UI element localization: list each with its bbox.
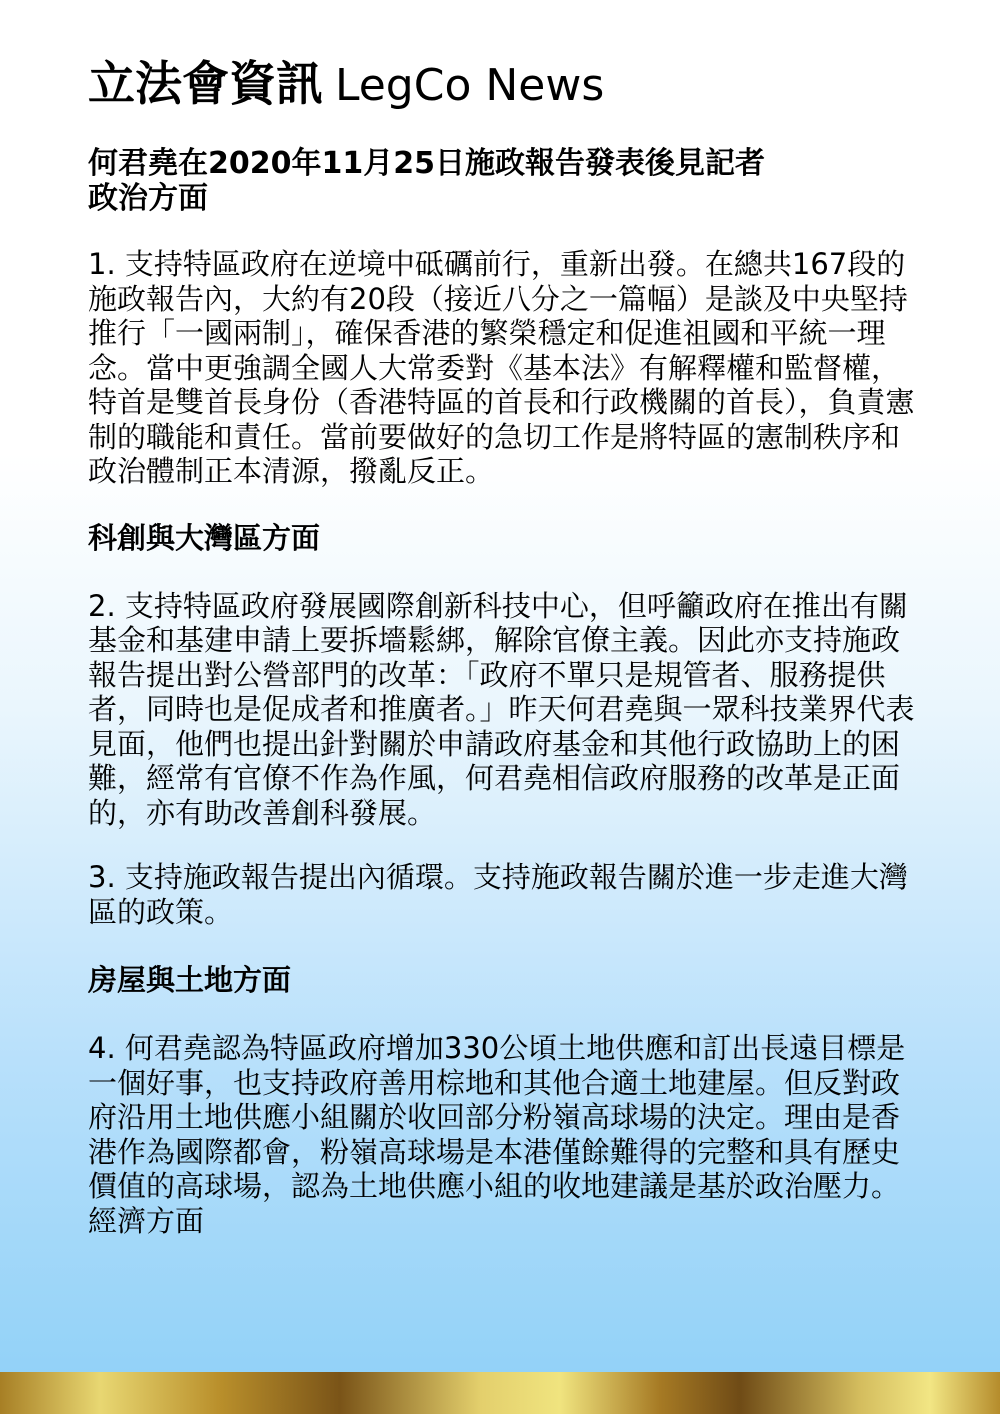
gold-footer-bar [0,1372,1000,1414]
section-title-housing: 房屋與土地方面 [88,963,292,997]
masthead-title-zh: 立法會資訊 [88,57,323,112]
section-title-tech: 科創與大灣區方面 [88,520,321,555]
section-title-economy: 經濟方面 [88,1203,205,1238]
headline-line-1: 何君堯在2020年11月25日施政報告發表後見記者 [88,146,765,181]
masthead [88,55,928,116]
paragraph-politics: 1. 支持特區政府在逆境中砥礪前行，重新出發。在總共167段的施政報告內，大約有20段（接近八分之一篇幅）是談及中央堅持推行「一國兩制」，確保香港的繁榮穩定和促進祖國和平統一理念。當中更強調全國人大常委對《基本法》有解釋權和監督權，特首是雙首長身份（香港特區的首長和行政機關的首長），負責憲制的職能和責任。當前要做好的急切工作是將特區的憲制秩序和政治體制正本清源，撥亂反正。 [88,247,915,488]
headline-line-2: 政治方面 [88,181,208,216]
paragraph-innovation: 2. 支持特區政府發展國際創新科技中心，但呼籲政府在推出有關基金和基建申請上要拆墻鬆綁，解除官僚主義。因此亦支持施政報告提出對公營部門的改革：「政府不單只是規管者、服務提供者，同時也是促成者和推廣者。」昨天何君堯與一眾科技業界代表見面，他們也提出針對關於申請政府基金和其他行政協助上的困難，經常有官僚不作為作風，何君堯相信政府服務的改革是正面的，亦有助改善創科發展。 [88,588,915,830]
document-page [88,55,928,1238]
paragraph-land-supply: 4. 何君堯認為特區政府增加330公頃土地供應和訂出長遠目標是一個好事，也支持政府善用棕地和其他合適土地建屋。但反對政府沿用土地供應小組關於收回部分粉嶺高球場的決定。理由是香港作為國際都會，粉嶺高球場是本港僅餘難得的完整和具有歷史價值的高球場，認為土地供應小組的收地建議是基於政治壓力。 [88,1031,906,1203]
article-headline [88,146,928,216]
paragraph-greater-bay-area: 3. 支持施政報告提出內循環。支持施政報告關於進一步走進大灣區的政策。 [88,860,908,929]
masthead-title-en: LegCo News [335,60,605,111]
